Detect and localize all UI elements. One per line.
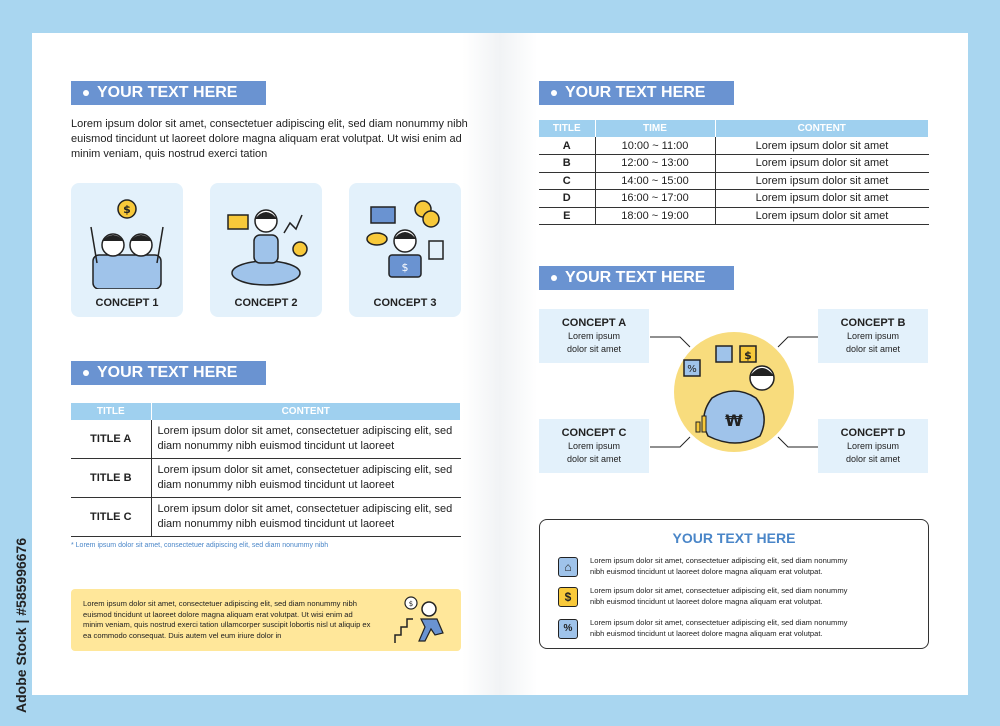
- right-section2-header: [539, 266, 734, 290]
- schedule-time: 10:00 ~ 11:00: [595, 137, 715, 155]
- svg-text:$: $: [123, 203, 131, 216]
- concept-d-line1: Lorem ipsum: [846, 441, 900, 451]
- left-section2-header: [71, 361, 266, 385]
- table-row: [539, 190, 929, 208]
- left-page: [32, 33, 500, 695]
- dollar-icon: $: [558, 587, 578, 607]
- summary-item: [558, 618, 860, 639]
- table-row: [539, 207, 929, 225]
- concept-box-a: [539, 309, 649, 363]
- svg-text:₩: ₩: [725, 411, 743, 430]
- bullet-icon: [551, 275, 557, 281]
- concept-box-c: [539, 419, 649, 473]
- row-title: TITLE B: [71, 459, 151, 498]
- table-row: [71, 420, 461, 459]
- summary-item: [558, 556, 860, 577]
- svg-text:$: $: [744, 349, 752, 362]
- concept-d-title: CONCEPT D: [840, 427, 906, 439]
- concept-c-line2: dolor sit amet: [566, 454, 622, 464]
- concept-box-d: [818, 419, 928, 473]
- schedule-time: 18:00 ~ 19:00: [595, 207, 715, 225]
- schedule-title: E: [539, 207, 595, 225]
- table-row: [539, 172, 929, 190]
- left-content-table: [71, 403, 461, 537]
- people-cheering-icon: [83, 193, 171, 289]
- schedule-time: 12:00 ~ 13:00: [595, 155, 715, 173]
- concept-a-line1: Lorem ipsum: [567, 331, 621, 341]
- right-section1-title: YOUR TEXT HERE: [565, 84, 706, 101]
- left-section1-title: YOUR TEXT HERE: [97, 84, 238, 101]
- schedule-title: A: [539, 137, 595, 155]
- table-row: [539, 137, 929, 155]
- summary-item: [558, 586, 860, 607]
- row-title: TITLE A: [71, 420, 151, 459]
- schedule-title: C: [539, 172, 595, 190]
- table-header-content: CONTENT: [151, 403, 461, 420]
- person-with-laptop-coins-icon: [361, 193, 449, 289]
- table-footnote: * Lorem ipsum dolor sit amet, consectetuer adipiscing elit, sed diam nonummy nibh: [71, 542, 329, 549]
- table-header-title: TITLE: [71, 403, 151, 420]
- concept-c-line1: Lorem ipsum: [567, 441, 621, 451]
- schedule-title: B: [539, 155, 595, 173]
- callout-text: Lorem ipsum dolor sit amet, consectetuer adipiscing elit, sed diam nonummy nibh euismod tincidunt ut laoreet dolore magna aliquam erat volutpat. Ut wisi enim ad minim veniam, quis nostrud exerci tation ullamcorper suscipit lobortis nisl ut aliquip ex ea commodo consequat. Duis autem vel eum iriure dolor in: [83, 599, 371, 640]
- row-content: Lorem ipsum dolor sit amet, consectetuer adipiscing elit, sed diam nonummy nibh euismod tincidunt ut laoreet: [151, 459, 461, 498]
- concept-1-label: CONCEPT 1: [95, 297, 159, 309]
- svg-text:$: $: [408, 600, 414, 608]
- concept-d-line2: dolor sit amet: [845, 454, 901, 464]
- concept-card-2: [210, 183, 322, 317]
- concept-box-b: [818, 309, 928, 363]
- schedule-content: Lorem ipsum dolor sit amet: [715, 172, 929, 190]
- money-bag-person-icon: [672, 330, 796, 454]
- callout-box: [71, 589, 461, 651]
- schedule-content: Lorem ipsum dolor sit amet: [715, 207, 929, 225]
- table-row: [539, 155, 929, 173]
- concept-card-1: [71, 183, 183, 317]
- schedule-header-content: CONTENT: [715, 120, 929, 137]
- schedule-header-time: TIME: [595, 120, 715, 137]
- concept-2-label: CONCEPT 2: [234, 297, 298, 309]
- concept-a-line2: dolor sit amet: [566, 344, 622, 354]
- house-icon: ⌂: [558, 557, 578, 577]
- summary-item-text: Lorem ipsum dolor sit amet, consectetuer adipiscing elit, sed diam nonummy nibh euismod tincidunt ut laoreet dolore magna aliquam erat volutpat.: [590, 556, 848, 576]
- row-content: Lorem ipsum dolor sit amet, consectetuer adipiscing elit, sed diam nonummy nibh euismod tincidunt ut laoreet: [151, 420, 461, 459]
- concept-3-label: CONCEPT 3: [373, 297, 437, 309]
- concept-b-line1: Lorem ipsum: [846, 331, 900, 341]
- right-section2-title: YOUR TEXT HERE: [565, 269, 706, 286]
- bullet-icon: [551, 90, 557, 96]
- concept-a-title: CONCEPT A: [561, 317, 627, 329]
- schedule-time: 14:00 ~ 15:00: [595, 172, 715, 190]
- row-content: Lorem ipsum dolor sit amet, consectetuer adipiscing elit, sed diam nonummy nibh euismod tincidunt ut laoreet: [151, 498, 461, 537]
- concept-b-line2: dolor sit amet: [845, 344, 901, 354]
- schedule-content: Lorem ipsum dolor sit amet: [715, 155, 929, 173]
- concept-c-title: CONCEPT C: [561, 427, 627, 439]
- schedule-content: Lorem ipsum dolor sit amet: [715, 190, 929, 208]
- schedule-title: D: [539, 190, 595, 208]
- table-row: [71, 459, 461, 498]
- person-with-pie-chart-icon: [222, 193, 310, 289]
- bullet-icon: [83, 90, 89, 96]
- concept-b-title: CONCEPT B: [840, 317, 906, 329]
- right-section1-header: [539, 81, 734, 105]
- percent-icon: %: [558, 619, 578, 639]
- summary-item-text: Lorem ipsum dolor sit amet, consectetuer adipiscing elit, sed diam nonummy nibh euismod tincidunt ut laoreet dolore magna aliquam erat volutpat.: [590, 586, 848, 606]
- schedule-table: [539, 120, 929, 225]
- summary-box: [539, 519, 929, 649]
- left-intro-text: Lorem ipsum dolor sit amet, consectetuer adipiscing elit, sed diam nonummy nibh euismod tincidunt ut laoreet dolore magna aliquam erat volutpat. Ut wisi enim ad minim veniam, quis nostrud exerci tation: [71, 118, 468, 160]
- schedule-content: Lorem ipsum dolor sit amet: [715, 137, 929, 155]
- summary-item-text: Lorem ipsum dolor sit amet, consectetuer adipiscing elit, sed diam nonummy nibh euismod tincidunt ut laoreet dolore magna aliquam erat volutpat.: [590, 618, 848, 638]
- schedule-time: 16:00 ~ 17:00: [595, 190, 715, 208]
- left-section2-title: YOUR TEXT HERE: [97, 364, 238, 381]
- svg-text:$: $: [401, 261, 409, 274]
- row-title: TITLE C: [71, 498, 151, 537]
- table-row: [71, 498, 461, 537]
- person-running-growth-icon: [391, 593, 453, 647]
- right-page: [500, 33, 968, 695]
- svg-text:%: %: [687, 364, 697, 375]
- stock-watermark: Adobe Stock | #585996676: [13, 537, 29, 713]
- summary-title: YOUR TEXT HERE: [672, 530, 796, 546]
- left-section1-header: [71, 81, 266, 105]
- schedule-header-title: TITLE: [539, 120, 595, 137]
- bullet-icon: [83, 370, 89, 376]
- concept-card-3: [349, 183, 461, 317]
